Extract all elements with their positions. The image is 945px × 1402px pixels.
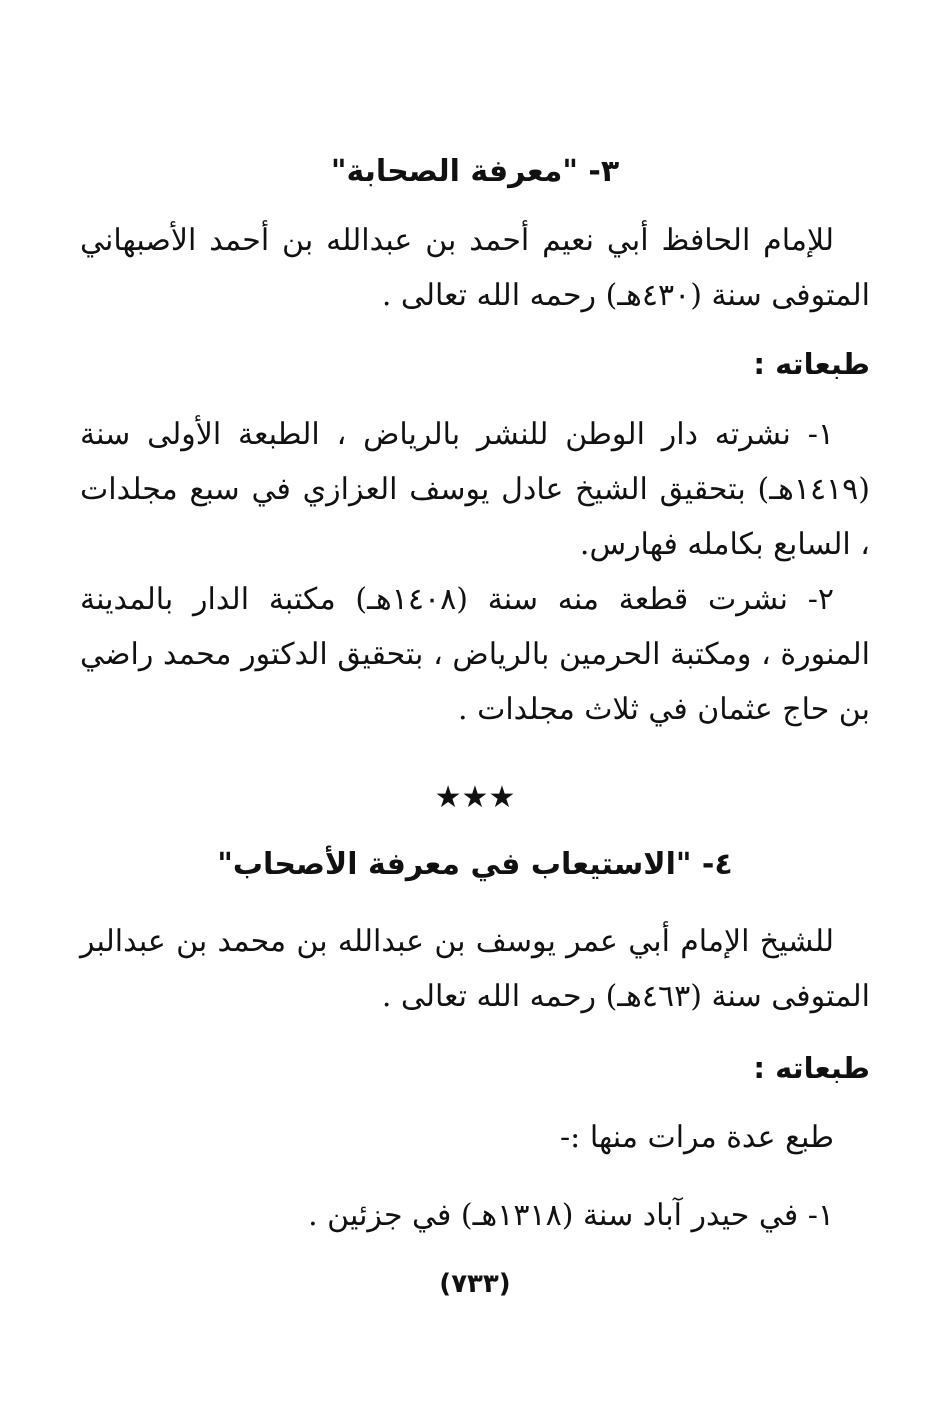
section-4-edition-1: ١- في حيدر آباد سنة (١٣١٨هـ) في جزئين . (308, 1198, 834, 1233)
section-separator-stars: ★★★ (434, 780, 516, 815)
section-4-printed-note: طبع عدة مرات منها :- (560, 1120, 834, 1155)
section-3-heading: ٣- "معرفة الصحابة" (330, 154, 620, 189)
section-3-edition-1: ١- نشرته دار الوطن للنشر بالرياض ، الطبعة الأولى سنة (١٤١٩هـ) بتحقيق الشيخ عادل يوسف العزازي في سبع مجلدات ، السابع بكامله فهارس. (80, 417, 870, 562)
section-3-edition-2: ٢- نشرت قطعة منه سنة (١٤٠٨هـ) مكتبة الدار بالمدينة المنورة ، ومكتبة الحرمين بالرياض ، بتحقيق الدكتور محمد راضي بن حاج عثمان في ثلاث مجلدات . (80, 582, 870, 727)
section-4-editions-label: طبعاته : (753, 1051, 870, 1085)
section-3-intro: للإمام الحافظ أبي نعيم أحمد بن عبدالله بن أحمد الأصبهاني المتوفى سنة (٤٣٠هـ) رحمه الله تعالى . (80, 223, 870, 313)
section-4-heading: ٤- "الاستيعاب في معرفة الأصحاب" (217, 847, 733, 882)
section-4-intro: للشيخ الإمام أبي عمر يوسف بن عبدالله بن محمد بن عبدالبر المتوفى سنة (٤٦٣هـ) رحمه الله تعالى . (80, 924, 870, 1014)
book-page (80, 0, 870, 1402)
section-3-editions-label: طبعاته : (753, 347, 870, 381)
page-number: (٧٣٣) (439, 1269, 511, 1299)
